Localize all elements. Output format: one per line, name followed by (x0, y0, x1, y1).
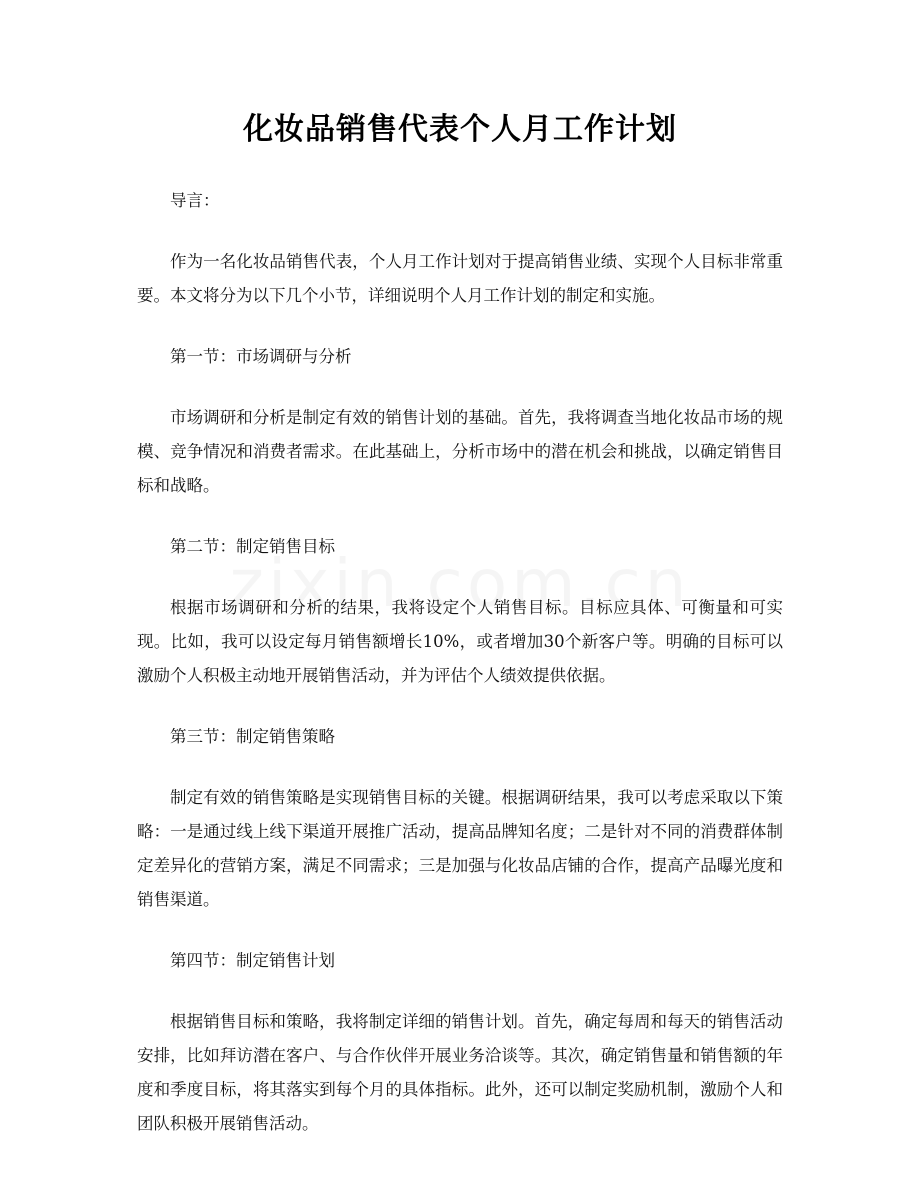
intro-paragraph: 作为一名化妆品销售代表，个人月工作计划对于提高销售业绩、实现个人目标非常重要。本文将分为以下几个小节，详细说明个人月工作计划的制定和实施。 (137, 252, 783, 305)
section-4-body: 根据销售目标和策略，我将制定详细的销售计划。首先，确定每周和每天的销售活动安排，比如拜访潜在客户、与合作伙伴开展业务洽谈等。其次，确定销售量和销售额的年度和季度目标，将其落实到每个月的具体指标。此外，还可以制定奖励机制，激励个人和团队积极开展销售活动。 (137, 1012, 783, 1133)
document-title: 化妆品销售代表个人月工作计划 (243, 112, 677, 147)
document-body (137, 184, 783, 1168)
section-2-heading: 第二节：制定销售目标 (170, 537, 335, 556)
section-4-heading: 第四节：制定销售计划 (170, 951, 335, 970)
section-1-heading: 第一节：市场调研与分析 (170, 347, 352, 366)
section-2-body: 根据市场调研和分析的结果，我将设定个人销售目标。目标应具体、可衡量和可实现。比如，我可以设定每月销售额增长10%，或者增加30个新客户等。明确的目标可以激励个人积极主动地开展销售活动，并为评估个人绩效提供依据。 (137, 598, 783, 685)
section-3-heading: 第三节：制定销售策略 (170, 727, 335, 746)
section-1-body: 市场调研和分析是制定有效的销售计划的基础。首先，我将调查当地化妆品市场的规模、竞争情况和消费者需求。在此基础上，分析市场中的潜在机会和挑战，以确定销售目标和战略。 (137, 408, 783, 495)
intro-label: 导言： (170, 191, 220, 210)
section-3-body: 制定有效的销售策略是实现销售目标的关键。根据调研结果，我可以考虑采取以下策略：一是通过线上线下渠道开展推广活动，提高品牌知名度；二是针对不同的消费群体制定差异化的营销方案，满足不同需求；三是加强与化妆品店铺的合作，提高产品曝光度和销售渠道。 (137, 788, 783, 909)
